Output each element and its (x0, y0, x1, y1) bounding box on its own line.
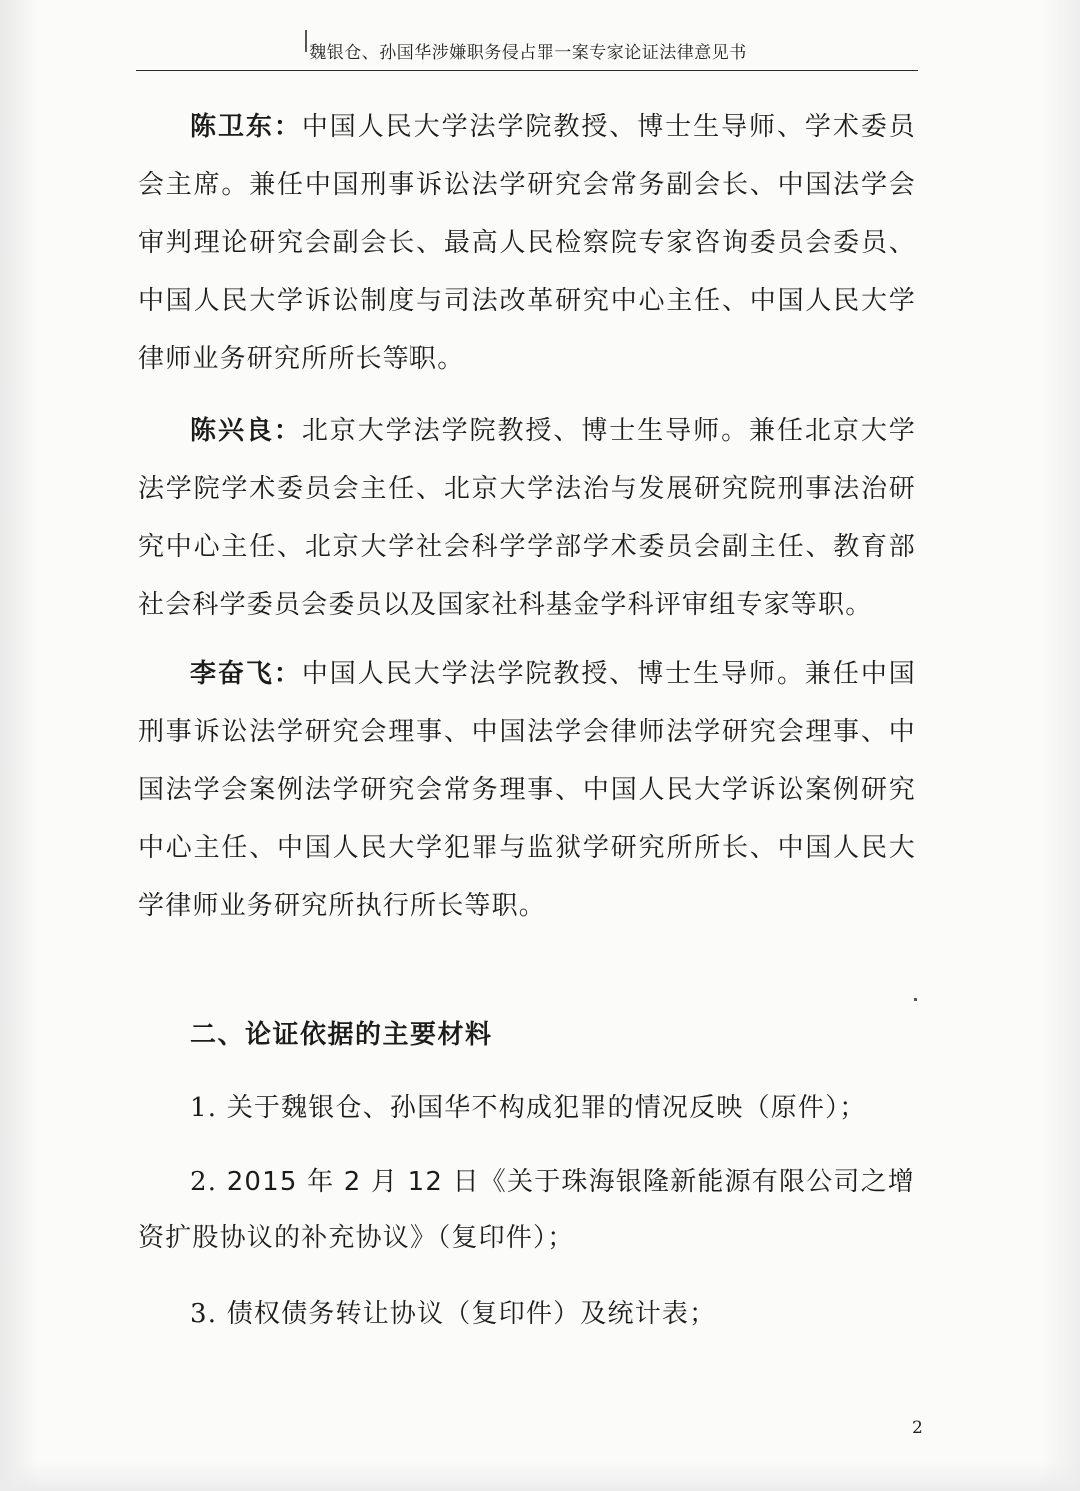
list-item (138, 1286, 920, 1342)
running-header: 魏银仓、孙国华涉嫌职务侵占罪一案专家论证法律意见书 (309, 43, 747, 63)
page-number: 2 (912, 1418, 923, 1438)
bio-name: 陈卫东： (190, 112, 302, 142)
list-item (138, 1154, 920, 1266)
scan-speck (914, 998, 917, 1001)
list-item (138, 1080, 920, 1136)
list-item-number: 1. (190, 1093, 218, 1123)
bio-name: 李奋飞： (190, 659, 302, 689)
header-rule (136, 70, 918, 71)
bio-text: 中国人民大学法学院教授、博士生导师、学术委员会主席。兼任中国刑事诉讼法学研究会常务副会长、中国法学会审判理论研究会副会长、最高人民检察院专家咨询委员会委员、中国人民大学诉讼制度与司法改革研究中心主任、中国人民大学律师业务研究所所长等职。 (138, 112, 916, 374)
list-item-text: 2015 年 2 月 12 日《关于珠海银隆新能源有限公司之增资扩股协议的补充协议》（复印件）； (138, 1167, 916, 1253)
bio-text: 北京大学法学院教授、博士生导师。兼任北京大学法学院学术委员会主任、北京大学法治与发展研究院刑事法治研究中心主任、北京大学社会科学学部学术委员会副主任、教育部社会科学委员会委员以及国家社科基金学科评审组专家等职。 (138, 416, 916, 620)
scan-shadow-left (0, 0, 38, 1491)
bio-text: 中国人民大学法学院教授、博士生导师。兼任中国刑事诉讼法学研究会理事、中国法学会律师法学研究会理事、中国法学会案例法学研究会常务理事、中国人民大学诉讼案例研究中心主任、中国人民大学犯罪与监狱学研究所所长、中国人民大学律师业务研究所执行所长等职。 (138, 659, 916, 921)
list-item-text: 关于魏银仓、孙国华不构成犯罪的情况反映（原件）； (226, 1093, 867, 1123)
bio-paragraph (138, 402, 916, 634)
list-item-number: 2. (190, 1167, 218, 1197)
section-heading: 二、论证依据的主要材料 (190, 1020, 493, 1050)
bio-paragraph (138, 98, 916, 388)
list-item-text: 债权债务转让协议（复印件）及统计表； (226, 1299, 717, 1329)
bio-name: 陈兴良： (190, 416, 302, 446)
scan-shadow-right (1040, 0, 1080, 1491)
list-item-number: 3. (190, 1299, 218, 1329)
scan-shadow-bottom (0, 1461, 1080, 1491)
bio-paragraph (138, 645, 916, 935)
